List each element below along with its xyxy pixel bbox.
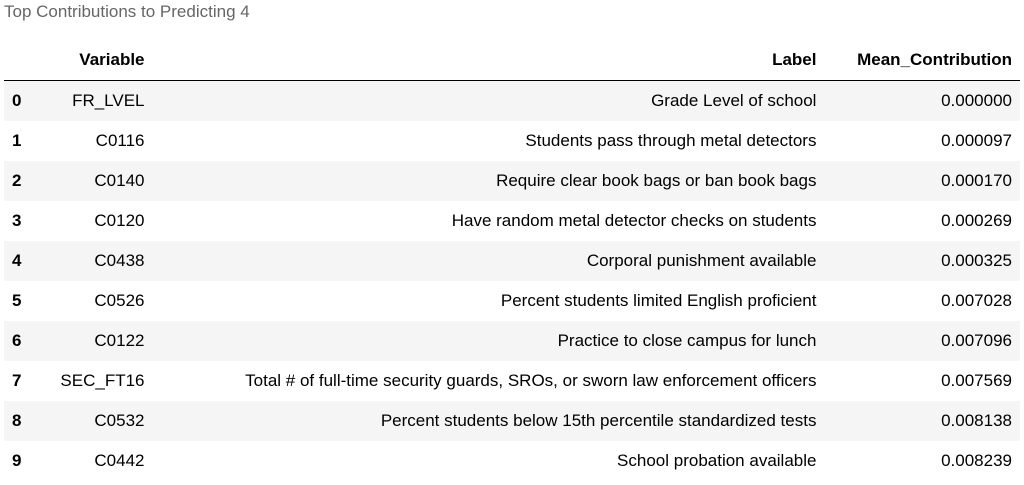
table-row	[4, 161, 1020, 201]
mean-contribution-cell: 0.000000	[941, 91, 1012, 110]
label-cell: Percent students limited English proficient	[500, 291, 817, 310]
table-row	[4, 281, 1020, 321]
variable-cell: C0122	[94, 331, 145, 350]
label-cell: Corporal punishment available	[586, 251, 817, 270]
table-row	[4, 121, 1020, 161]
row-index: 5	[12, 291, 22, 310]
label-cell: Have random metal detector checks on students	[451, 211, 817, 230]
row-index: 6	[12, 331, 22, 350]
mean-contribution-cell: 0.008138	[941, 411, 1012, 430]
label-cell: School probation available	[617, 451, 817, 470]
variable-cell: C0438	[94, 251, 145, 270]
variable-cell: SEC_FT16	[60, 371, 145, 390]
index-column-header	[4, 40, 38, 81]
row-index: 0	[12, 91, 22, 110]
row-index: 9	[12, 451, 22, 470]
label-cell: Practice to close campus for lunch	[557, 331, 817, 350]
table-row	[4, 361, 1020, 401]
mean-contribution-cell: 0.000325	[941, 251, 1012, 270]
row-index: 2	[12, 171, 22, 190]
row-index: 1	[12, 131, 22, 150]
table-header-row	[4, 40, 1020, 81]
label-cell: Students pass through metal detectors	[525, 131, 817, 150]
label-cell: Total # of full-time security guards, SROs, or sworn law enforcement officers	[245, 371, 817, 390]
table-row	[4, 321, 1020, 361]
row-index: 8	[12, 411, 22, 430]
label-cell: Percent students below 15th percentile standardized tests	[380, 411, 817, 430]
mean-contribution-cell: 0.007028	[941, 291, 1012, 310]
table-caption: Top Contributions to Predicting 4	[4, 2, 250, 21]
variable-cell: C0532	[94, 411, 145, 430]
row-index: 4	[12, 251, 22, 270]
table-row	[4, 401, 1020, 441]
row-index: 3	[12, 211, 22, 230]
variable-cell: FR_LVEL	[72, 91, 145, 110]
mean-contribution-column-header: Mean_Contribution	[824, 40, 1020, 81]
row-index: 7	[12, 371, 22, 390]
table-row	[4, 201, 1020, 241]
mean-contribution-cell: 0.000269	[941, 211, 1012, 230]
variable-column-header: Variable	[38, 40, 153, 81]
table-row	[4, 81, 1020, 122]
label-column-header: Label	[153, 40, 825, 81]
variable-cell: C0442	[94, 451, 145, 470]
variable-cell: C0526	[94, 291, 145, 310]
mean-contribution-cell: 0.000097	[941, 131, 1012, 150]
mean-contribution-cell: 0.008239	[941, 451, 1012, 470]
table-row	[4, 441, 1020, 481]
table-row	[4, 241, 1020, 281]
mean-contribution-cell: 0.007096	[941, 331, 1012, 350]
dataframe-table	[4, 40, 1020, 481]
variable-cell: C0140	[94, 171, 145, 190]
variable-cell: C0116	[95, 131, 145, 150]
mean-contribution-cell: 0.007569	[941, 371, 1012, 390]
mean-contribution-cell: 0.000170	[941, 171, 1012, 190]
variable-cell: C0120	[94, 211, 145, 230]
label-cell: Require clear book bags or ban book bags	[496, 171, 817, 190]
label-cell: Grade Level of school	[651, 91, 817, 110]
